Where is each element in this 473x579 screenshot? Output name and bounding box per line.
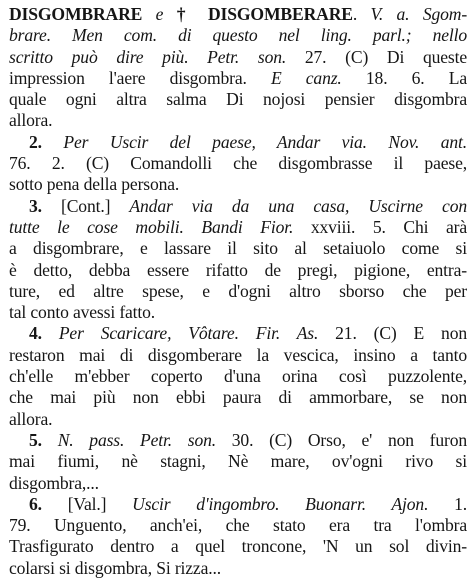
entry-line-6: allora. (9, 110, 53, 131)
entry-line-5: quale ogni altra salma Di nojosi pensier disgombra (9, 89, 467, 110)
sense-4-line-1: 4. Per Scaricare, Vôtare. Fir. As. 21. (C) E non (29, 323, 467, 344)
entry-line-1: DISGOMBRARE e † DISGOMBERARE. V. a. Sgom- (9, 4, 468, 24)
sense-number: 6. (29, 493, 42, 514)
sense-6-line-2: 79. Unguento, anch'ei, che stato era tra l'ombra (9, 515, 467, 536)
sense-3-line-5: ture, ed altre spese, e d'ogni altro sborso che per (9, 280, 467, 301)
grammar-label: V. a. (370, 4, 410, 24)
sense-number: 3. (29, 195, 42, 216)
sense-5-line-2: mai fiumi, nè stagni, Nè mare, ov'ogni rivo si (9, 451, 467, 472)
sense-2-line-2: 76. 2. (C) Comandolli che disgombrasse il paese, (9, 153, 467, 174)
sense-3-line-2: tutte le cose mobili. Bandi Fior. xxviii. 5. Chi arà (9, 216, 468, 237)
headword: DISGOMBRARE (9, 4, 143, 24)
sense-6-line-4: colarsi si disgombra, Si rizza... (9, 557, 221, 578)
sense-4-line-2: restaron mai di disgomberare la vescica, insino a tanto (9, 344, 467, 365)
sense-4-line-5: allora. (9, 408, 53, 429)
sense-6-line-1: 6. [Val.] Uscir d'ingombro. Buonarr. Ajon. 1. (29, 493, 468, 514)
headword-variant: DISGOMBERARE (208, 4, 353, 24)
sense-tag: [Cont.] (61, 195, 111, 216)
dictionary-entry (9, 4, 467, 579)
entry-line-3: scritto può dire più. Petr. son. 27. (C) Di queste (9, 46, 467, 67)
sense-6-line-3: Trasfigurato dentro a quel troncone, 'N un sol divin- (9, 536, 467, 557)
sense-5-line-1: 5. N. pass. Petr. son. 30. (C) Orso, e' non furon (29, 429, 468, 450)
sense-3-line-4: è detto, debba essere rifatto de pregi, pigione, entra- (9, 259, 467, 280)
sense-4-line-3: ch'elle m'ebber coperto d'una orina così puzzolente, (9, 366, 467, 387)
sense-3-line-1: 3. [Cont.] Andar via da una casa, Uscirne con (29, 195, 468, 216)
sense-number: 4. (29, 323, 42, 344)
sense-2-line-3: sotto pena della persona. (9, 174, 180, 195)
headword-conjunction: e (155, 4, 164, 24)
sense-4-line-4: che mai più non ebbi paura di ammorbare, se non (9, 387, 467, 408)
sense-5-line-3: disgombra,... (9, 472, 99, 493)
obsolete-dagger: † (176, 4, 195, 24)
sense-3-line-3: a disgombrare, e lassare il sito al setaiuolo come si (9, 238, 467, 259)
entry-intro: Sgom- (422, 4, 468, 24)
entry-line-4: impression l'aere disgombra. E canz. 18. 6. La (9, 67, 468, 88)
sense-number: 5. (29, 429, 42, 450)
sense-2-line-1: 2. Per Uscir del paese, Andar via. Nov. ant. (29, 131, 467, 152)
sense-tag: [Val.] (67, 493, 107, 514)
sense-3-line-6: tal conto avessi fatto. (9, 302, 156, 323)
entry-line-2: brare. Men com. di questo nel ling. parl.; nello (9, 25, 467, 46)
sense-number: 2. (29, 131, 42, 152)
